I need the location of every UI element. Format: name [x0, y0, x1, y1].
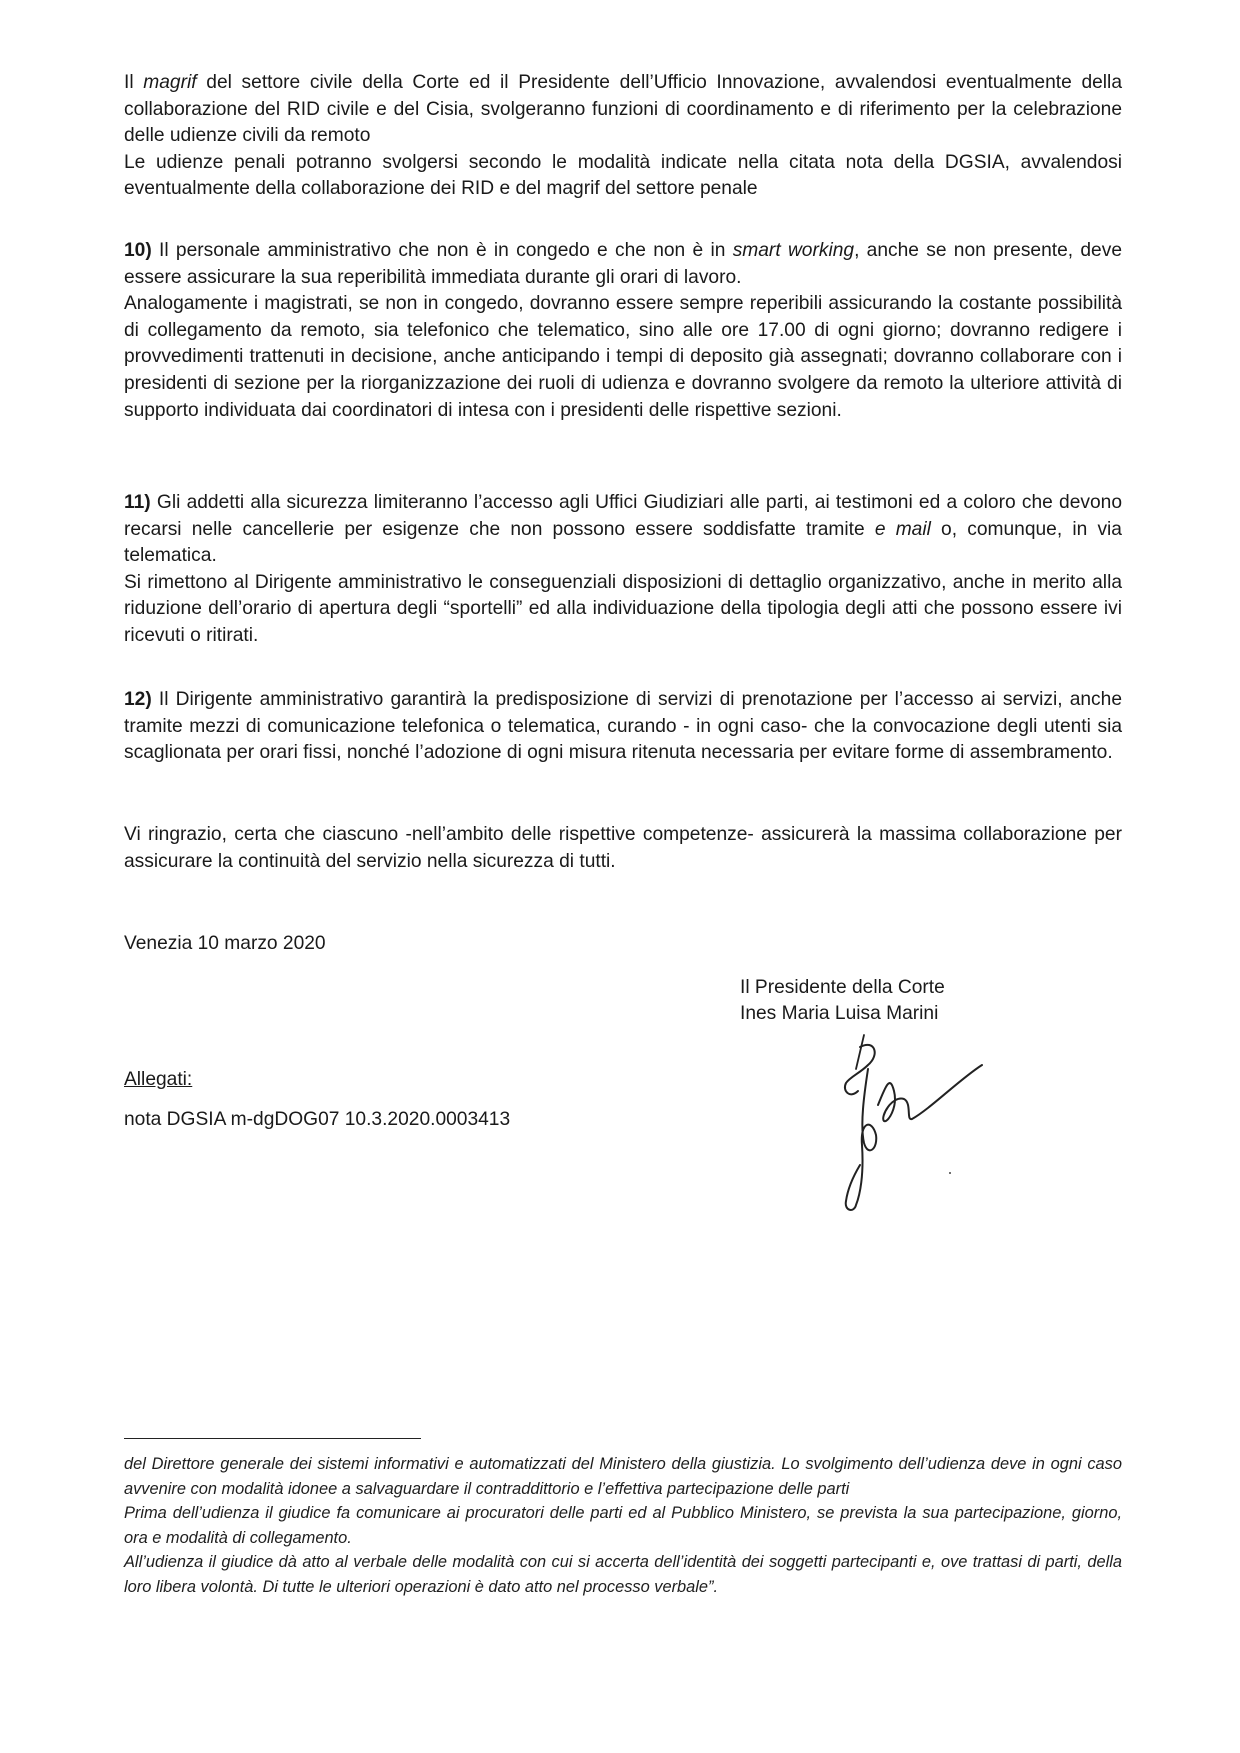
- item-11-paragraph: [124, 490, 1122, 650]
- intro-text-italic: magrif: [143, 72, 197, 93]
- signature-title: Il Presidente della Corte: [740, 977, 945, 998]
- attachments-label: Allegati:: [124, 1069, 193, 1090]
- signature-name: Ines Maria Luisa Marini: [740, 1003, 939, 1024]
- intro-text-post: del settore civile della Corte ed il Presidente dell’Ufficio Innovazione, avvalendosi eventualmente della collaborazione del RID civile e del Cisia, svolgeranno funzioni di coordinamento e di riferimento per la celebrazione delle udienze civili da remoto: [124, 72, 1122, 147]
- item-10-text-italic: smart working: [732, 240, 855, 261]
- item-11-dirigente-text: Si rimettono al Dirigente amministrativo le conseguenziali disposizioni di dettaglio organizzativo, anche in merito alla riduzione dell’orario di apertura degli “sportelli” ed alla individuazione della tipologia degli atti che possono essere ivi ricevuti o ritirati.: [124, 571, 1122, 646]
- item-12-paragraph: [124, 687, 1122, 767]
- item-11-text-italic: e mail: [874, 518, 931, 540]
- handwritten-signature: [820, 1025, 1020, 1225]
- item-10-text-pre: Il personale amministrativo che non è in congedo e che non è in: [151, 240, 733, 261]
- footnote-divider: [124, 1438, 421, 1439]
- intro-penal-text: Le udienze penali potranno svolgersi secondo le modalità indicate nella citata nota della DGSIA, avvalendosi eventualmente della collaborazione dei RID e del magrif del settore penale: [124, 151, 1122, 200]
- footnote-paragraph: All’udienza il giudice dà atto al verbale delle modalità con cui si accerta dell’identità dei soggetti partecipanti e, ove trattasi di parti, della loro libera volontà. Di tutte le ulteriori operazioni è dato atto nel processo verbale”.: [124, 1553, 1122, 1596]
- footnote-paragraph: Prima dell’udienza il giudice fa comunicare ai procuratori delle parti ed al Pubblico Ministero, se prevista la sua partecipazione, giorno, ora e modalità di collegamento.: [124, 1504, 1122, 1547]
- closing-paragraph: [124, 822, 1122, 875]
- date-line: Venezia 10 marzo 2020: [124, 933, 326, 954]
- item-10-number: 10): [124, 240, 152, 261]
- intro-text-pre: Il: [124, 72, 144, 93]
- footnote: [124, 1452, 1122, 1599]
- footnote-paragraph: del Direttore generale dei sistemi informativi e automatizzati del Ministero della giustizia. Lo svolgimento dell’udienza deve in ogni caso avvenire con modalità idonee a salvaguardare il contraddittorio e l’effettiva partecipazione delle parti: [124, 1455, 1122, 1498]
- attachment-item: nota DGSIA m-dgDOG07 10.3.2020.0003413: [124, 1109, 511, 1130]
- item-10-text-post: , anche se non presente, deve essere assicurare la sua reperibilità immediata durante gli orari di lavoro.: [124, 240, 1122, 288]
- item-11-number: 11): [124, 492, 151, 513]
- item-12-number: 12): [124, 689, 152, 710]
- item-11-text-pre: Gli addetti alla sicurezza limiteranno l’accesso agli Uffici Giudiziari alle parti, ai testimoni ed a coloro che devono recarsi nelle cancellerie per esigenze che non possono essere soddisfatte tramite: [124, 492, 1122, 540]
- intro-paragraph: [124, 70, 1122, 203]
- item-12-text: Il Dirigente amministrativo garantirà la predisposizione di servizi di prenotazione per l’accesso ai servizi, anche tramite mezzi di comunicazione telefonica o telematica, curando - in ogni caso- che la convocazione degli utenti sia scaglionata per orari fissi, nonché l’adozione di ogni misura ritenuta necessaria per evitare forme di assembramento.: [124, 689, 1122, 764]
- item-10-magistrates-text: Analogamente i magistrati, se non in congedo, dovranno essere sempre reperibili assicurando la costante possibilità di collegamento da remoto, sia telefonico che telematico, sino alle ore 17.00 di ogni giorno; dovranno redigere i provvedimenti trattenuti in decisione, anche anticipando i tempi di deposito già assegnati; dovranno collaborare con i presidenti di sezione per la riorganizzazione dei ruoli di udienza e dovranno svolgere da remoto la ulteriore attività di supporto individuata dai coordinatori di intesa con i presidenti delle rispettive sezioni.: [124, 293, 1122, 421]
- item-10-paragraph: [124, 238, 1122, 424]
- closing-text: Vi ringrazio, certa che ciascuno -nell’ambito delle rispettive competenze- assicurerà la massima collaborazione per assicurare la continuità del servizio nella sicurezza di tutti.: [124, 824, 1122, 872]
- item-11-text-post: o, comunque, in via telematica.: [124, 518, 1122, 567]
